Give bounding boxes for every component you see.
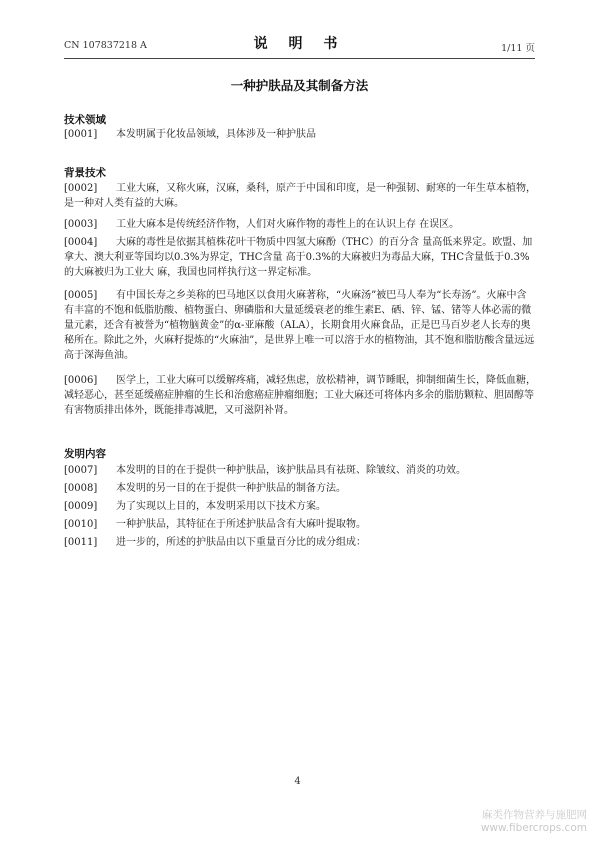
paragraph (64, 181, 536, 211)
paragraph-text: 有中国长寿之乡美称的巴马地区以食用火麻著称，“火麻汤”被巴马人奉为“长寿汤”。火麻中含有丰富的不饱和低脂肪酸、植物蛋白、卵磷脂和大量延缓衰老的维生素E、硒、锌、锰、锗等人体必需的微量元素，还含有被誉为“植物脑黄金”的α-亚麻酸（ALA），长期食用火麻食品，正是巴马百岁老人长寿的奥秘所在。除此之外，火麻籽提炼的“火麻油”，是世界上唯一可以溶于水的植物油，其不饱和脂肪酸含量远远高于深海鱼油。 (64, 290, 535, 361)
page-number: 4 (294, 776, 301, 787)
paragraph (64, 499, 536, 514)
paragraph-text: 工业大麻本是传统经济作物，人们对火麻作物的毒性上的在认识上存 在误区。 (116, 219, 460, 230)
paragraph-number: [0004] (64, 237, 98, 248)
paragraph-number: [0007] (64, 465, 98, 476)
paragraph-number: [0008] (64, 483, 98, 494)
paragraph-text: 大麻的毒性是依据其植株花叶干物质中四氢大麻酚（THC）的百分含 量高低来界定。欧盟、加拿大、澳大利亚等国均以0.3%为界定，THC含量 高于0.3%的大麻被归为毒品大麻，THC含量低于0.3%的大麻被归为工业大 麻，我国也同样执行这一界定标准。 (64, 237, 533, 278)
paragraph-text: 为了实现以上目的，本发明采用以下技术方案。 (116, 501, 326, 512)
watermark-line-2: www.fibercrops.com (480, 822, 587, 834)
document-title: 一种护肤品及其制备方法 (230, 78, 369, 93)
paragraph-text: 本发明属于化妆品领域，具体涉及一种护肤品 (116, 129, 316, 140)
paragraph (64, 517, 536, 532)
paragraph-number: [0006] (64, 375, 98, 386)
paragraph (64, 235, 536, 280)
paragraph-text: 进一步的，所述的护肤品由以下重量百分比的成分组成： (116, 537, 366, 548)
watermark (481, 809, 587, 835)
section-heading-summary: 发明内容 (64, 448, 106, 460)
paragraph-number: [0002] (64, 183, 98, 194)
paragraph (64, 373, 536, 418)
paragraph-number: [0011] (64, 537, 98, 548)
header-divider (64, 58, 535, 59)
page-header (64, 33, 535, 55)
publication-number: CN 107837218 A (64, 40, 147, 51)
paragraph-number: [0005] (64, 290, 98, 301)
paragraph-number: [0003] (64, 219, 98, 230)
paragraph-number: [0009] (64, 501, 98, 512)
paragraph-text: 本发明的另一目的在于提供一种护肤品的制备方法。 (116, 483, 346, 494)
page-info: 1/11 页 (501, 43, 535, 54)
paragraph-text: 一种护肤品，其特征在于所述护肤品含有大麻叶提取物。 (116, 519, 366, 530)
document-type: 说 明 书 (253, 36, 346, 52)
paragraph-text: 医学上，工业大麻可以缓解疼痛，减轻焦虑，放松精神，调节睡眠，抑制细菌生长，降低血糖，减轻恶心，甚至延缓癌症肿瘤的生长和治愈癌症肿瘤细胞；工业大麻还可将体内多余的脂肪颗粒、胆固醇等有害物质排出体外，既能排毒减肥，又可滋阴补肾。 (64, 375, 536, 416)
paragraph-number: [0001] (64, 129, 98, 140)
paragraph-text: 工业大麻，又称火麻，汉麻，桑科，原产于中国和印度，是一种强韧、耐寒的一年生草本植物，是一种对人类有益的大麻。 (64, 183, 536, 209)
paragraph (64, 535, 536, 550)
paragraph (64, 463, 536, 478)
section-heading-technical-field: 技术领域 (64, 114, 106, 126)
paragraph-number: [0010] (64, 519, 98, 530)
paragraph (64, 127, 536, 142)
paragraph-text: 本发明的目的在于提供一种护肤品，该护肤品具有祛斑、除皱纹、消炎的功效。 (116, 465, 466, 476)
section-heading-background: 背景技术 (64, 167, 106, 179)
paragraph (64, 217, 536, 232)
paragraph (64, 481, 536, 496)
paragraph (64, 288, 536, 363)
watermark-line-1: 麻类作物营养与施肥网 (482, 809, 587, 821)
